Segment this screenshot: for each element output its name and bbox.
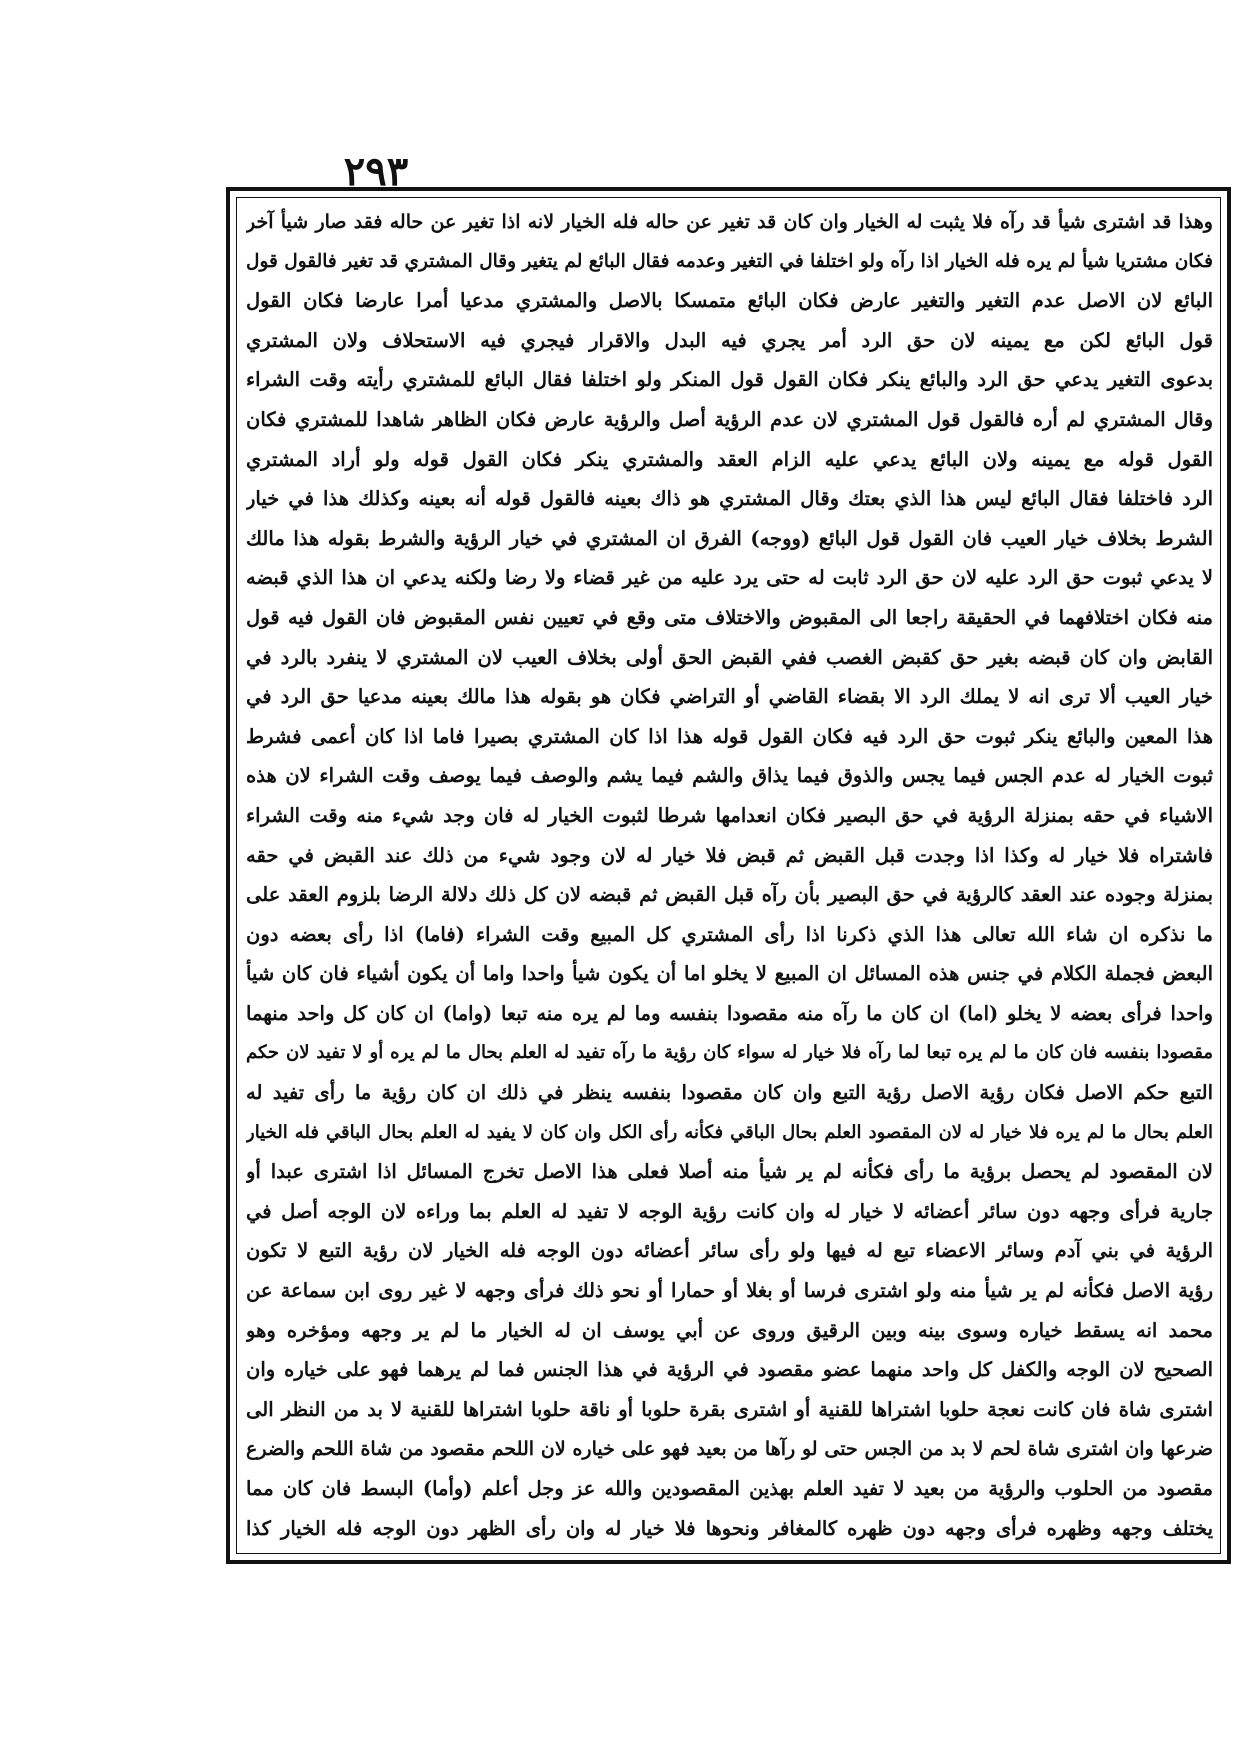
text-line: بدعوى التغير يدعي حق الرد والبائع ينكر فكان القول قول المنكر ولو اختلفا فقال البائع للمشتري رأيته وقت الشراء [246, 368, 1213, 392]
text-line: وقال المشتري لم أره فالقول قول المشتري لان عدم الرؤية أصل والرؤية عارض فكان الظاهر شاهدا للمشتري فكان [246, 407, 1213, 431]
text-line: مقصودا بنفسه فان كان ما لم يره تبعا لما رآه فلا خيار له سواء كان رؤية ما رآه تفيد له العلم بحال ما لم يره أو لا تفيد لان حكم [246, 1042, 1213, 1064]
text-line: وهذا قد اشترى شيأ قد رآه فلا يثبت له الخيار وان كان قد تغير عن حاله فله الخيار لانه اذا تغير عن حاله فقد صار شيأ آخر [246, 211, 1213, 233]
text-line: بمنزلة وجوده عند العقد كالرؤية في حق البصير بأن رآه قبل القبض ثم قبضه لان كل ذلك دلالة الرضا بلزوم العقد على [246, 883, 1213, 907]
text-line: لان المقصود لم يحصل برؤية ما رأى فكأنه لم ير شيأ منه أصلا فعلى هذا الاصل تخرج المسائل اذا اشترى عبدا أو [246, 1160, 1213, 1184]
text-line: الرؤية في بني آدم وسائر الاعضاء تبع له فيها ولو رأى سائر أعضائه دون الوجه فله الخيار لان رؤية التبع لا تكون [246, 1239, 1213, 1263]
text-line: اشترى شاة فان كانت نعجة حلوبا اشتراها للقنية أو اشترى بقرة حلوبا أو ناقة حلوبا اشتراها للقنية لا بد من النظر الى [246, 1397, 1213, 1421]
text-line: الشرط بخلاف خيار العيب فان القول قول البائع (ووجه) الفرق ان المشتري في خيار الرؤية والشرط بقوله هذا مالك [246, 526, 1213, 550]
text-line: ضرعها وان اشترى شاة لحم لا بد من الجس حتى لو رآها من بعيد فهو على خياره لان اللحم مقصود من شاة اللحم والضرع [246, 1438, 1213, 1461]
text-line: ثبوت الخيار له عدم الجس فيما يجس والذوق فيما يذاق والشم فيما يشم والوصف فيما يوصف وقت الشراء لان هذه [246, 764, 1213, 788]
text-line: الاشياء في حقه بمنزلة الرؤية في حق البصير فكان انعدامها شرطا لثبوت الخيار له فان وجد شيء منه وقت الشراء [246, 803, 1213, 827]
text-line: البائع لان الاصل عدم التغير والتغير عارض فكان البائع متمسكا بالاصل والمشتري مدعيا أمرا عارضا فكان القول [246, 289, 1213, 313]
text-line: فاشتراه فلا خيار له وكذا اذا وجدت قبل القبض ثم قبض فلا خيار له لان وجود شيء من ذلك عند القبض في حقه [246, 843, 1213, 867]
text-line: القول قوله مع يمينه ولان البائع يدعي عليه الزام العقد والمشتري ينكر فكان القول قوله ولو أراد المشتري [246, 447, 1213, 471]
text-line: محمد انه يسقط خياره وسوى بينه وبين الرقيق وروى عن أبي يوسف ان له الخيار ما لم ير وجهه ومؤخره وهو [246, 1318, 1213, 1342]
text-line: الرد فاختلفا فقال البائع ليس هذا الذي بعتك وقال المشتري هو ذاك بعينه فالقول قوله أنه بعينه وكذلك هذا في خيار [246, 487, 1213, 511]
text-line: لا يدعي ثبوت حق الرد عليه لان حق الرد ثابت له حتى يرد عليه من غير قضاء ولا رضا ولكنه يدعي ان هذا الذي قبضه [246, 566, 1213, 590]
text-line: واحدا فرأى بعضه لا يخلو (اما) ان كان ما رآه منه مقصودا بنفسه وما لم يره منه تبعا (واما) ان كان كل واحد منهما [246, 1001, 1213, 1025]
text-line: قول البائع لكن مع يمينه لان حق الرد أمر يجري فيه البدل والاقرار فيجري فيه الاستحلاف ولان المشتري [246, 328, 1213, 352]
text-line: خيار العيب ألا ترى انه لا يملك الرد الا بقضاء القاضي أو التراضي فكان هو بقوله هذا مالك بعينه مدعيا حق الرد في [246, 685, 1213, 709]
text-line: التبع حكم الاصل فكان رؤية الاصل رؤية التبع وان كان مقصودا بنفسه ينظر في ذلك ان كان رؤية ما رأى تفيد له [246, 1081, 1213, 1105]
text-line: الصحيح لان الوجه والكفل كل واحد منهما عضو مقصود في الرؤية في هذا الجنس فما لم يرهما فهو على خياره وان [246, 1358, 1213, 1382]
page-number: ۲۹۳ [343, 148, 409, 195]
text-line: القابض وان كان قبضه بغير حق كقبض الغصب ففي القبض الحق أولى بخلاف العيب لان المشتري لا ينفرد بالرد في [246, 645, 1213, 669]
text-line: هذا المعين والبائع ينكر ثبوت حق الرد فيه فكان القول قوله هذا اذا كان المشتري بصيرا فاما اذا كان أعمى فشرط [246, 724, 1213, 748]
text-line: رؤية الاصل فكأنه لم ير شيأ منه ولو اشترى فرسا أو بغلا أو حمارا أو نحو ذلك فرأى وجهه لا غير روى ابن سماعة عن [246, 1279, 1213, 1303]
text-line: جارية فرأى وجهه دون سائر أعضائه لا خيار له وان كانت رؤية الوجه لا تفيد له العلم بما وراءه لان الوجه أصل في [246, 1199, 1213, 1223]
text-line: يختلف وجهه وظهره فرأى وجهه دون ظهره كالمغافر ونحوها فلا خيار له وان رأى الظهر دون الوجه فله الخيار كذا [246, 1516, 1213, 1540]
text-line: البعض فجملة الكلام في جنس هذه المسائل ان المبيع لا يخلو اما أن يكون شيأ واحدا واما أن يكون أشياء فان كان شيأ [246, 962, 1213, 986]
text-line: العلم بحال ما لم يره فلا خيار له لان المقصود العلم بحال الباقي فكأنه رأى الكل وان كان لا يفيد له العلم بحال الباقي فله الخيار [246, 1121, 1213, 1143]
text-line: مقصود من الحلوب والرؤية من بعيد لا تفيد العلم بهذين المقصودين والله عز وجل أعلم (وأما) البسط فان كان مما [246, 1477, 1213, 1500]
main-text-block [246, 203, 1213, 1548]
text-line: فكان مشتريا شيأ لم يره فله الخيار اذا رآه ولو اختلفا في التغير وعدمه فقال البائع لم يتغير وقال المشتري قد تغير فالقول قول [246, 250, 1213, 272]
text-line: منه فكان اختلافهما في الحقيقة راجعا الى المقبوض والاختلاف متى وقع في تعيين نفس المقبوض فان القول فيه قول [246, 605, 1213, 629]
text-line: ما نذكره ان شاء الله تعالى هذا الذي ذكرنا اذا رأى المشتري كل المبيع وقت الشراء (فاما) اذا رأى بعضه دون [246, 922, 1213, 946]
